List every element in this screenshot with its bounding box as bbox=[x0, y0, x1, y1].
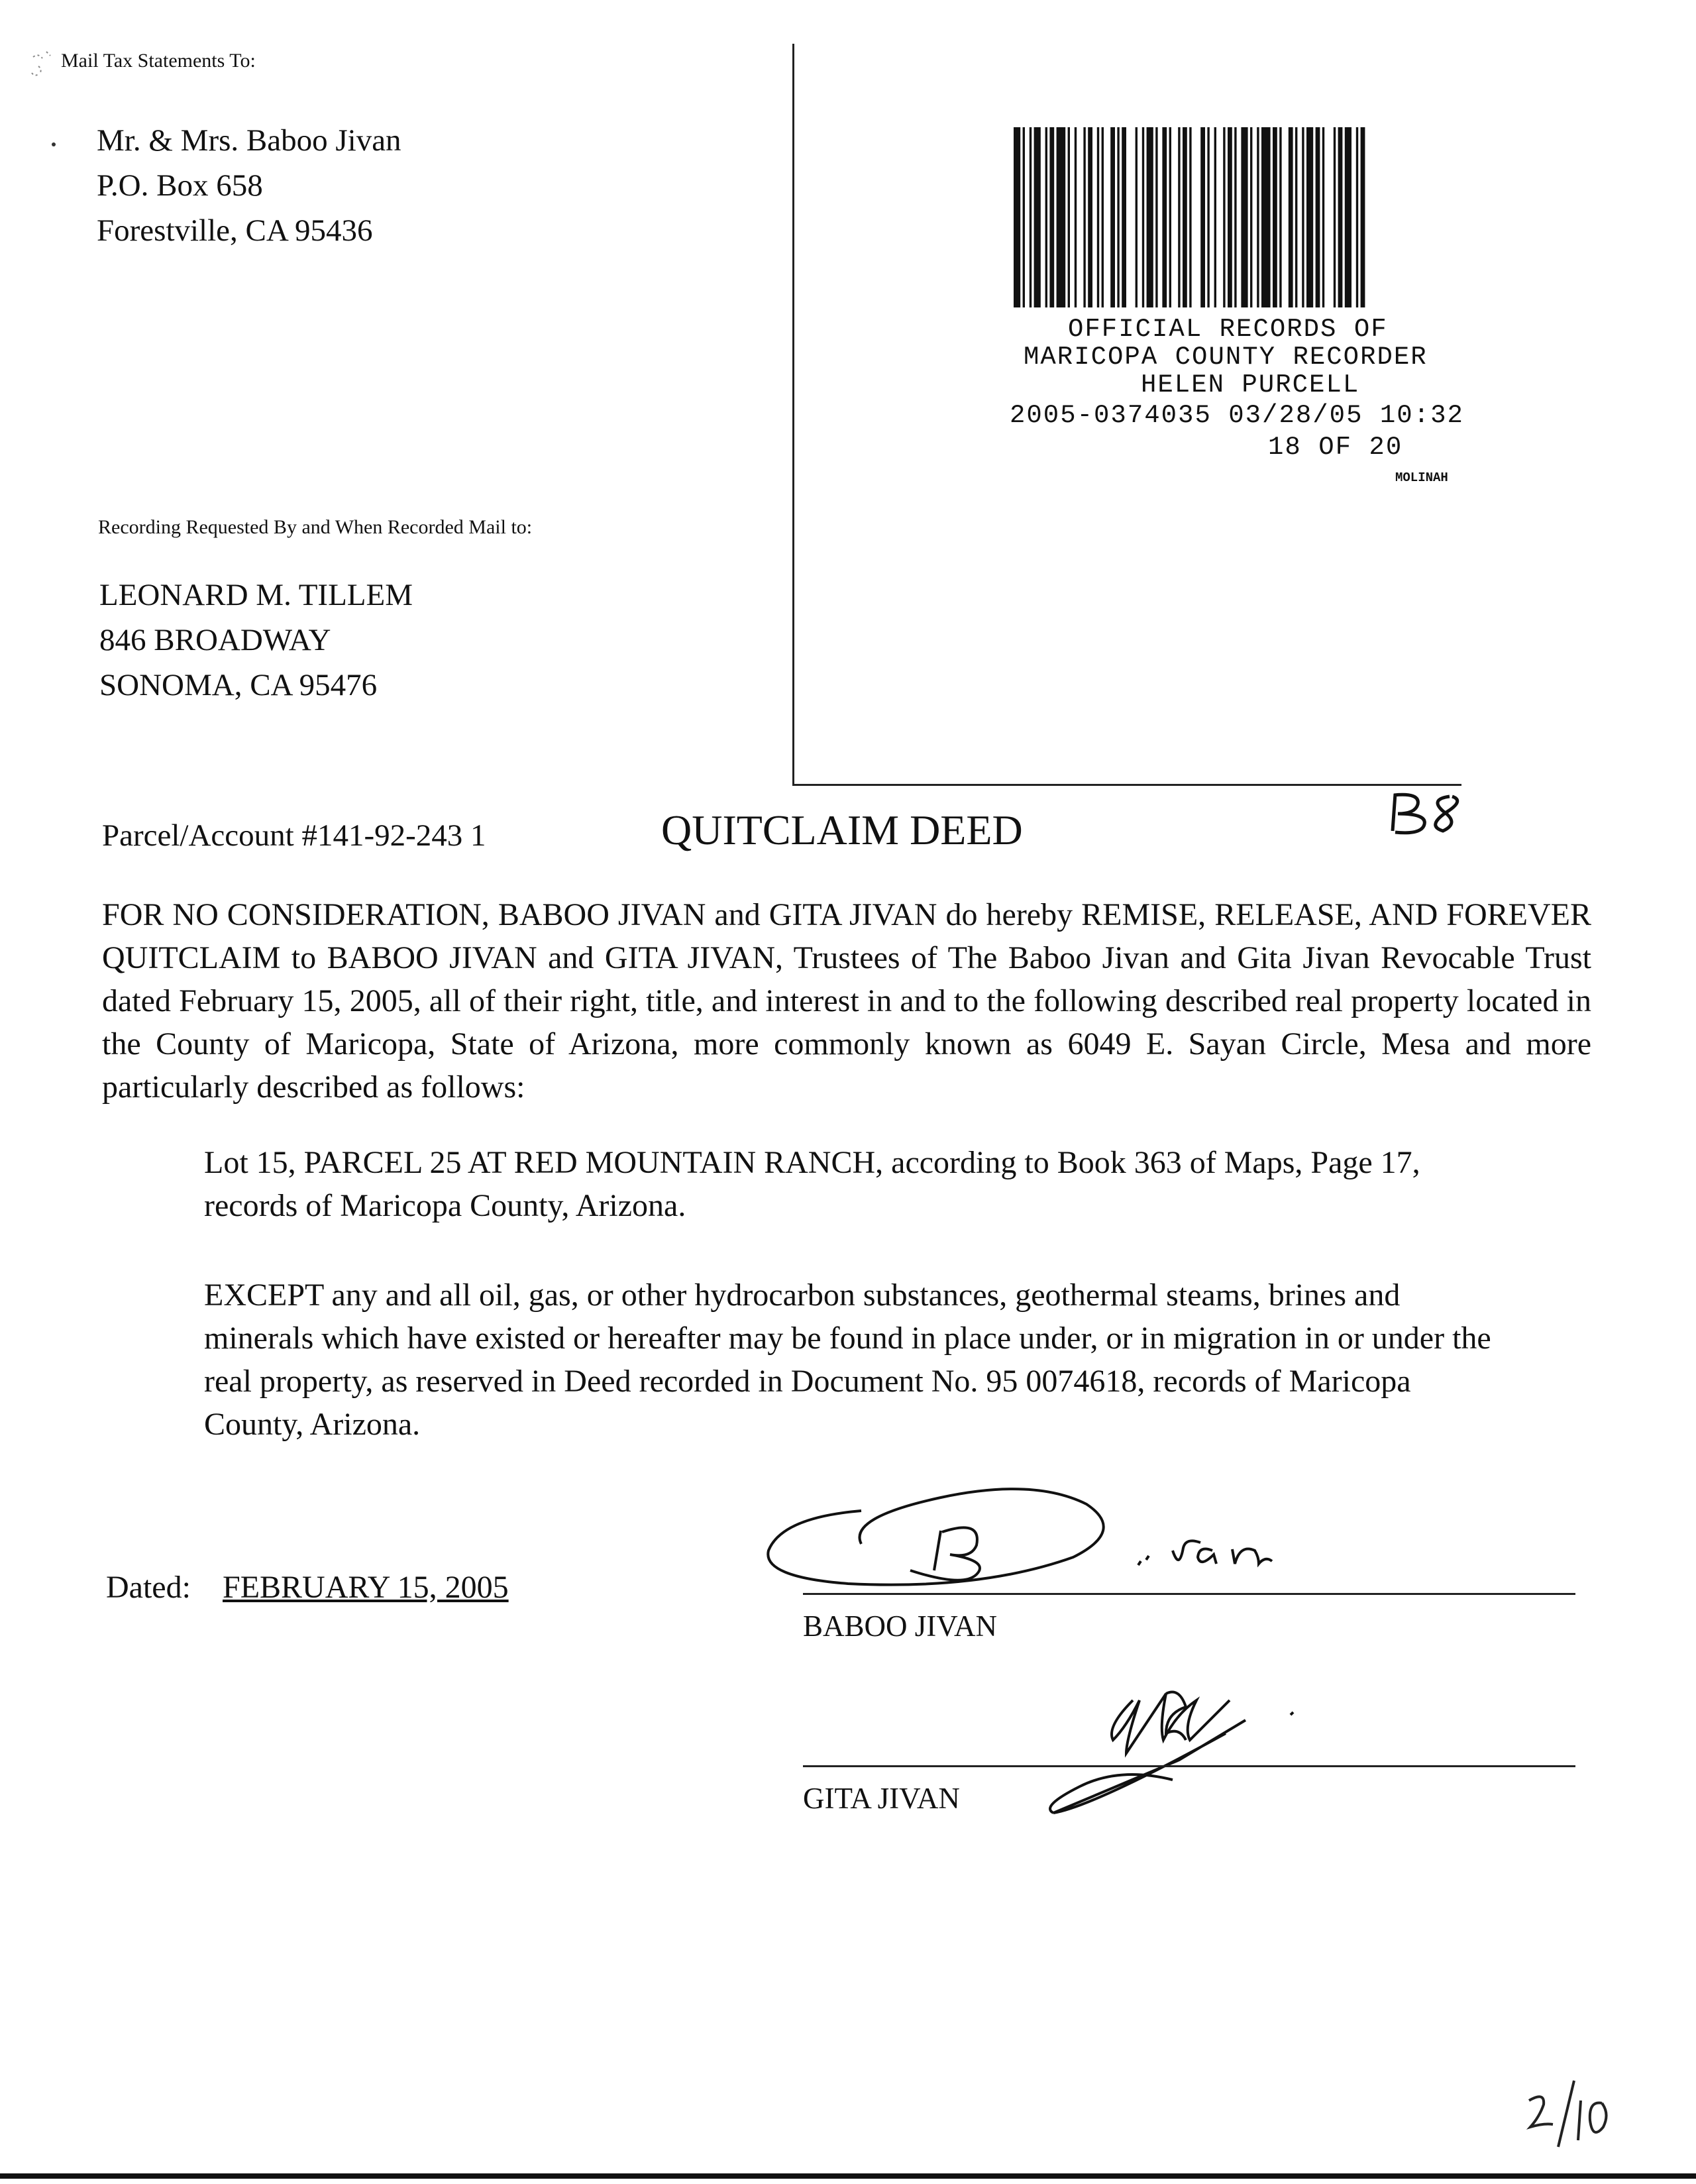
clerk-initials: MOLINAH bbox=[1395, 470, 1448, 485]
recorder-stamp-line: MARICOPA COUNTY RECORDER bbox=[1024, 343, 1428, 372]
address-line: SONOMA, CA 95476 bbox=[99, 668, 378, 702]
handwritten-page-mark bbox=[1522, 2074, 1622, 2154]
recording-address bbox=[99, 573, 413, 708]
dot-mark bbox=[50, 139, 57, 146]
address-line: Forestville, CA 95436 bbox=[97, 213, 373, 248]
exception-paragraph: EXCEPT any and all oil, gas, or other hydrocarbon substances, geothermal steams, brines and minerals which have existed or hereafter may be found in place under, or in migration in or under the real property, as reserved in Deed recorded in Document No. 95 0074618, records of Maricopa County, Arizona. bbox=[204, 1278, 1491, 1442]
recorder-barcode bbox=[1014, 127, 1501, 307]
page-count: 18 OF 20 bbox=[1268, 433, 1403, 462]
signature-gita-jivan bbox=[1034, 1680, 1338, 1826]
signature-baboo-jivan bbox=[755, 1484, 1298, 1604]
mail-tax-address bbox=[97, 118, 401, 253]
handwritten-code bbox=[1386, 789, 1479, 842]
document-title: QUITCLAIM DEED bbox=[661, 806, 1023, 853]
address-line: LEONARD M. TILLEM bbox=[99, 578, 413, 612]
signer-name-baboo: BABOO JIVAN bbox=[803, 1610, 997, 1643]
header-horizontal-divider bbox=[792, 784, 1461, 786]
page-bottom-edge bbox=[0, 2173, 1696, 2179]
recorder-stamp-line: OFFICIAL RECORDS OF bbox=[1068, 315, 1388, 344]
dated-value: FEBRUARY 15, 2005 bbox=[223, 1570, 509, 1605]
signature-line-gita bbox=[803, 1765, 1575, 1767]
dated-label: Dated: bbox=[106, 1570, 191, 1605]
address-line: Mr. & Mrs. Baboo Jivan bbox=[97, 123, 401, 158]
header-vertical-divider bbox=[792, 44, 794, 786]
signature-line-baboo bbox=[803, 1593, 1575, 1595]
conveyance-paragraph: FOR NO CONSIDERATION, BABOO JIVAN and GITA JIVAN do hereby REMISE, RELEASE, AND FOREVER QUITCLAIM to BABOO JIVAN and GITA JIVAN, Trustees of The Baboo Jivan and Gita Jivan Revocable Trust dated February 15, 2005, all of their right, title, and interest in and to the following described real property located in the County of Maricopa, State of Arizona, more commonly known as 6049 E. Sayan Circle, Mesa and more particularly described as follows: bbox=[102, 897, 1591, 1105]
recording-requested-label: Recording Requested By and When Recorded Mail to: bbox=[98, 516, 533, 538]
parcel-account-number: Parcel/Account #141-92-243 1 bbox=[102, 818, 486, 853]
address-line: 846 BROADWAY bbox=[99, 623, 331, 657]
address-line: P.O. Box 658 bbox=[97, 168, 263, 203]
signer-name-gita: GITA JIVAN bbox=[803, 1782, 960, 1815]
legal-description-paragraph: Lot 15, PARCEL 25 AT RED MOUNTAIN RANCH, according to Book 363 of Maps, Page 17, records of Maricopa County, Arizona. bbox=[204, 1145, 1420, 1223]
scan-speck-marks bbox=[26, 44, 66, 103]
recording-number: 2005-0374035 03/28/05 10:32 bbox=[1010, 401, 1464, 430]
mail-tax-label: Mail Tax Statements To: bbox=[61, 50, 256, 72]
recorder-stamp-line: HELEN PURCELL bbox=[1141, 370, 1360, 400]
